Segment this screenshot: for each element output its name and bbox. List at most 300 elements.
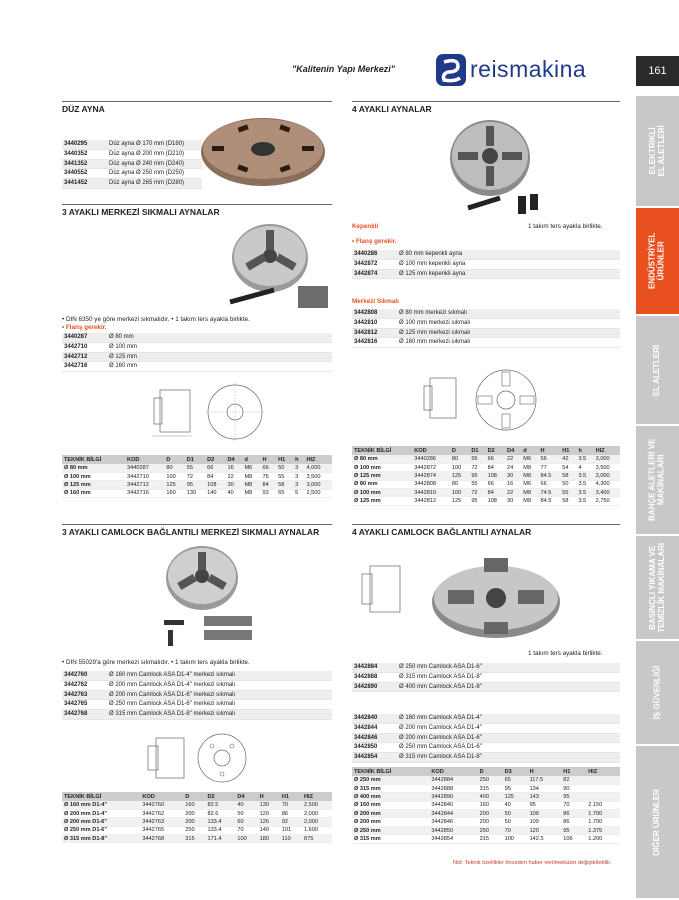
table-header-row — [62, 455, 332, 464]
column-header: D2 — [486, 446, 505, 455]
product-row — [352, 724, 620, 734]
table-cell: 160 — [478, 801, 503, 809]
table-cell: 100 — [503, 835, 528, 843]
camlock3-drawing — [140, 730, 270, 786]
product-row — [352, 338, 620, 348]
section-title: 3 AYAKLI CAMLOCK BAĞLANTILI MERKEZİ SIKMALI AYNALAR — [62, 524, 332, 538]
table-row — [62, 809, 332, 817]
product-row — [62, 333, 332, 343]
sidebar-tab-label: ELEKTRİKLİ EL ALETLERİ — [647, 125, 666, 177]
table-cell: 117.5 — [528, 776, 562, 784]
product-code: 3442812 — [354, 329, 378, 336]
table-cell: Ø 250 mm — [352, 826, 429, 834]
product-description: Ø 80 mm kepenkli ayna — [399, 251, 463, 257]
product-description: Ø 315 mm Camlock ASA D1-8" — [399, 673, 482, 680]
table-cell: 2.150 — [586, 801, 620, 809]
product-row — [62, 343, 332, 353]
product-row — [62, 671, 332, 681]
product-description: Ø 160 mm Camlock ASA D1-4" — [399, 715, 482, 721]
table-cell: M6 — [521, 480, 538, 488]
column-header: d — [521, 446, 538, 455]
category-sidebar — [636, 96, 679, 900]
table-cell: 75 — [260, 472, 276, 480]
table-cell: 125 — [164, 481, 184, 489]
table-cell: 55 — [560, 489, 576, 497]
column-header: H1 — [560, 446, 576, 455]
table-cell: 3,500 — [304, 472, 332, 480]
table-cell: 108 — [486, 497, 505, 505]
column-header: D3 — [503, 767, 528, 776]
table-cell: 100 — [450, 463, 469, 471]
product-code: 3440295 — [64, 141, 88, 147]
table-cell: Ø 315 mm — [352, 784, 429, 792]
column-header: h — [576, 446, 593, 455]
table-row — [352, 793, 620, 801]
table-cell: Ø 80 mm — [62, 464, 125, 472]
table-cell: Ø 125 mm — [352, 497, 412, 505]
sidebar-tab-4[interactable] — [636, 426, 679, 536]
table-cell: 130 — [258, 801, 280, 809]
table-cell: 66 — [205, 464, 225, 472]
column-header: TEKNİK BİLGİ — [62, 455, 125, 464]
table-cell: Ø 200 mm — [352, 810, 429, 818]
product-description: Ø 250 mm Camlock ASA D1-6" merkezi sıkmalı — [109, 701, 236, 708]
table-cell: 80 — [450, 480, 469, 488]
flans-note: • Flanş gerekir. — [352, 238, 397, 245]
sidebar-tab-5[interactable] — [636, 536, 679, 641]
table-cell: 92 — [280, 818, 302, 826]
table-cell: 50 — [503, 810, 528, 818]
product-code: 3442760 — [64, 672, 88, 678]
column-header: TEKNİK BİLGİ — [352, 446, 412, 455]
table-cell: Ø 315 mm — [352, 835, 429, 843]
product-row — [352, 309, 620, 319]
table-cell: 66 — [486, 455, 505, 463]
table-cell: 82.6 — [205, 809, 235, 817]
sidebar-tab-7[interactable] — [636, 746, 679, 900]
product-row — [62, 179, 202, 189]
product-code: 3442808 — [354, 310, 378, 316]
takim-note: 1 takım ters ayakla birlikte. — [528, 223, 603, 230]
table-cell: 3,500 — [594, 463, 620, 471]
table-cell: 95 — [561, 826, 586, 834]
table-cell: Ø 160 mm — [62, 489, 125, 497]
product-row — [352, 329, 620, 339]
table-cell: Ø 80 mm — [352, 455, 412, 463]
column-header: D1 — [469, 446, 485, 455]
kepenkli-label: Kepenkli — [352, 223, 379, 230]
column-header: D — [164, 455, 184, 464]
column-header: TEKNİK BİLGİ — [352, 767, 429, 776]
table-cell: 875 — [302, 835, 332, 843]
four-jaw-chuck-image — [440, 112, 550, 224]
table-cell — [586, 776, 620, 784]
product-row — [352, 319, 620, 329]
table-cell: 55 — [276, 472, 293, 480]
column-header: D2 — [205, 792, 235, 801]
table-row — [352, 801, 620, 809]
section-title: DÜZ AYNA — [62, 101, 332, 115]
table-cell: 3442768 — [140, 835, 183, 843]
product-code: 3442765 — [64, 701, 88, 708]
table-cell: 82.5 — [205, 801, 235, 809]
column-header: HIZ — [586, 767, 620, 776]
product-row — [352, 743, 620, 753]
table-cell: Ø 125 mm — [62, 481, 125, 489]
table-cell: 22 — [505, 455, 521, 463]
table-cell: 100 — [164, 472, 184, 480]
table-row — [352, 497, 620, 505]
table-row — [352, 455, 620, 463]
column-header: d — [242, 455, 260, 464]
din-note: • DIN 55029'a göre merkezi sıkmalıdır. • 1 takım ters ayakla birlikte. — [62, 659, 250, 666]
product-description: Ø 200 mm Camlock ASA D1-4" merkezi sıkmalı — [109, 681, 236, 688]
table-cell: 84 — [486, 463, 505, 471]
table-cell: 93 — [260, 489, 276, 497]
table-cell: 160 — [183, 801, 205, 809]
table-cell: 400 — [478, 793, 503, 801]
table-cell: 100 — [235, 835, 257, 843]
product-row — [62, 700, 332, 710]
table-row — [62, 835, 332, 843]
table-row — [62, 464, 332, 472]
din-note: • DIN 6350 ye göre merkezi sıkmalıdır. • 1 takım ters ayakla birlikte. — [62, 316, 250, 323]
product-row — [62, 353, 332, 363]
table-cell: M8 — [242, 472, 260, 480]
table-cell: 70 — [503, 826, 528, 834]
column-header: H — [258, 792, 280, 801]
table-cell — [586, 784, 620, 792]
table-cell: 4,000 — [304, 464, 332, 472]
table-cell: Ø 200 mm — [352, 818, 429, 826]
table-cell: 95 — [185, 481, 205, 489]
table-cell: 1,600 — [302, 826, 332, 834]
camlock4-list-a — [352, 663, 620, 692]
table-cell: 133.4 — [205, 826, 235, 834]
camlock3-section — [62, 524, 332, 538]
product-description: Ø 160 mm merkezi sıkmalı — [399, 339, 471, 346]
table-cell: 65 — [276, 489, 293, 497]
table-cell: 250 — [478, 776, 503, 784]
product-description: Ø 315 mm Camlock ASA D1-8" merkezi sıkmalı — [109, 711, 236, 718]
sidebar-tab-label: ENDÜSTRİYEL ÜRÜNLER — [647, 232, 666, 290]
table-cell: 66 — [260, 464, 276, 472]
table-cell: 58 — [560, 497, 576, 505]
table-cell: 134 — [528, 784, 562, 792]
column-header: H — [260, 455, 276, 464]
table-cell: Ø 125 mm — [352, 472, 412, 480]
table-cell: 3442844 — [429, 810, 477, 818]
table-cell: 3442716 — [125, 489, 164, 497]
table-cell: 3442850 — [429, 826, 477, 834]
table-cell: 66 — [486, 480, 505, 488]
sidebar-tab-1[interactable] — [636, 96, 679, 208]
table-cell: 3442810 — [412, 489, 450, 497]
column-header: HIZ — [594, 446, 620, 455]
product-row — [352, 714, 620, 724]
column-header: HIZ — [302, 792, 332, 801]
table-cell: 30 — [505, 497, 521, 505]
table-cell: 42 — [560, 455, 576, 463]
table-row — [352, 810, 620, 818]
table-cell: 84.5 — [538, 472, 560, 480]
table-cell: 108 — [486, 472, 505, 480]
table-header-row — [62, 792, 332, 801]
product-code: 3442716 — [64, 363, 88, 370]
table-cell: 3 — [293, 481, 304, 489]
duz-ayna-list — [62, 140, 202, 189]
table-cell: 125 — [450, 472, 469, 480]
product-code: 3442763 — [64, 691, 88, 698]
table-cell: 109 — [528, 810, 562, 818]
product-description: Düz ayna Ø 250 mm (D250) — [109, 170, 185, 177]
camlock3-spec-table — [62, 792, 332, 843]
table-cell: Ø 100 mm — [62, 472, 125, 480]
camlock3-list — [62, 671, 332, 720]
product-description: Ø 100 mm kepenkli ayna — [399, 260, 466, 267]
column-header: H — [528, 767, 562, 776]
column-header: D4 — [235, 792, 257, 801]
table-cell: 315 — [183, 835, 205, 843]
table-cell: 3442854 — [429, 835, 477, 843]
table-cell: 30 — [225, 481, 242, 489]
product-row — [352, 753, 620, 763]
table-cell: Ø 250 mm D1-6" — [62, 826, 140, 834]
product-code: 3442854 — [354, 754, 378, 761]
table-header-row — [352, 767, 620, 776]
table-cell: 86 — [561, 818, 586, 826]
table-cell: 3440286 — [412, 455, 450, 463]
camlock4-list-b — [352, 714, 620, 763]
product-description: Ø 125 mm kepenkli ayna — [399, 270, 466, 277]
product-row — [352, 683, 620, 693]
column-header: D4 — [225, 455, 242, 464]
table-cell: M8 — [521, 472, 538, 480]
table-cell: 55 — [469, 455, 485, 463]
table-cell: 86 — [561, 810, 586, 818]
table-cell: M8 — [521, 497, 538, 505]
table-cell: 3442884 — [429, 776, 477, 784]
product-description: Ø 400 mm Camlock ASA D1-8" — [399, 683, 482, 690]
table-cell: 16 — [225, 464, 242, 472]
product-description: Ø 80 mm — [109, 334, 134, 340]
column-header: D2 — [205, 455, 225, 464]
product-row — [62, 681, 332, 691]
column-header: D1 — [185, 455, 205, 464]
table-cell: 315 — [478, 784, 503, 792]
section-title: 4 AYAKLI CAMLOCK BAĞLANTILI AYNALAR — [352, 524, 620, 538]
table-cell: 106 — [561, 835, 586, 843]
product-row — [352, 663, 620, 673]
table-cell: 40 — [235, 801, 257, 809]
sidebar-tab-3[interactable] — [636, 316, 679, 426]
table-cell: 3442710 — [125, 472, 164, 480]
table-cell: 84 — [205, 472, 225, 480]
product-row — [352, 673, 620, 683]
table-cell: 72 — [469, 489, 485, 497]
table-cell: 55 — [469, 480, 485, 488]
product-description: Ø 200 mm Camlock ASA D1-6" — [399, 734, 482, 741]
table-cell: Ø 250 mm — [352, 776, 429, 784]
takim-note: 1 takım ters ayakla birlikte. — [528, 650, 603, 657]
footnote: Not: Teknik özellikler önceden haber verilmeksizin değiştirilebilir. — [453, 860, 612, 866]
product-code: 3442890 — [354, 683, 378, 690]
table-cell: 160 — [164, 489, 184, 497]
uc-ayakli-spec-table — [62, 455, 332, 498]
table-row — [62, 801, 332, 809]
column-header: D — [450, 446, 469, 455]
kepenkli-list — [352, 250, 620, 279]
table-cell: 108 — [205, 481, 225, 489]
sidebar-tab-label: EL ALETLERİ — [652, 344, 662, 396]
column-header: HIZ — [304, 455, 332, 464]
product-code: 3442810 — [354, 319, 378, 326]
table-cell: 82 — [561, 776, 586, 784]
table-cell: 50 — [276, 464, 293, 472]
table-cell: 3442888 — [429, 784, 477, 792]
table-cell: 2,000 — [302, 809, 332, 817]
table-cell: 171.4 — [205, 835, 235, 843]
table-cell: Ø 200 mm D1-4" — [62, 809, 140, 817]
table-cell: 200 — [183, 818, 205, 826]
table-cell: 60 — [235, 818, 257, 826]
product-description: Ø 160 mm Camlock ASA D1-4" merkezi sıkmalı — [109, 672, 236, 678]
product-code: 3442850 — [354, 744, 378, 751]
column-header: H — [538, 446, 560, 455]
four-jaw-drawing — [420, 360, 550, 440]
table-cell: 3.5 — [576, 489, 593, 497]
brand-suffix: makina — [509, 56, 587, 82]
product-description: Ø 250 mm Camlock ASA D1-6" — [399, 744, 482, 751]
table-cell: 65 — [503, 776, 528, 784]
product-row — [62, 691, 332, 701]
product-description: Ø 250 mm Camlock ASA D1-6" — [399, 664, 482, 670]
table-row — [352, 776, 620, 784]
column-header: H1 — [276, 455, 293, 464]
product-description: Ø 200 mm Camlock ASA D1-6" merkezi sıkmalı — [109, 691, 236, 698]
table-cell: 3442763 — [140, 818, 183, 826]
sidebar-tab-6[interactable] — [636, 641, 679, 746]
merkezi-label: Merkezi Sıkmalı — [352, 298, 399, 305]
table-cell: 56 — [538, 455, 560, 463]
sidebar-tab-2[interactable] — [636, 208, 679, 316]
product-description: Düz ayna Ø 265 mm (D280) — [109, 180, 185, 187]
table-cell: 2,500 — [304, 489, 332, 497]
table-cell: 109 — [528, 818, 562, 826]
table-cell: 126 — [258, 818, 280, 826]
product-row — [62, 160, 202, 170]
table-cell: 58 — [560, 472, 576, 480]
table-cell: 3,000 — [304, 481, 332, 489]
table-cell: 2,500 — [302, 801, 332, 809]
table-cell: 3442874 — [412, 472, 450, 480]
table-cell: 100 — [450, 489, 469, 497]
camlock3-chuck-image — [158, 540, 270, 648]
table-cell: 3442872 — [412, 463, 450, 471]
table-cell: 66 — [538, 480, 560, 488]
table-cell: Ø 160 mm — [352, 801, 429, 809]
table-row — [352, 463, 620, 471]
table-cell: Ø 100 mm — [352, 463, 412, 471]
slogan: "Kalitenin Yapı Merkezi" — [292, 64, 396, 74]
table-cell: 24 — [505, 463, 521, 471]
page-number: 161 — [636, 56, 679, 86]
table-row — [62, 818, 332, 826]
table-cell: 74.5 — [538, 489, 560, 497]
table-cell: 72 — [185, 472, 205, 480]
column-header: H1 — [280, 792, 302, 801]
table-cell: 50 — [560, 480, 576, 488]
product-code: 3441352 — [64, 160, 88, 167]
table-cell: 3 — [293, 472, 304, 480]
table-cell: M8 — [242, 481, 260, 489]
table-cell: 50 — [503, 818, 528, 826]
product-description: Ø 160 mm — [109, 363, 138, 370]
page-header — [0, 0, 636, 95]
product-code: 3442844 — [354, 724, 378, 731]
table-cell: 3.5 — [576, 497, 593, 505]
table-cell: 3442846 — [429, 818, 477, 826]
uc-ayakli-section — [62, 204, 332, 218]
table-cell: 30 — [505, 472, 521, 480]
table-cell: 54 — [560, 463, 576, 471]
table-cell: 3.5 — [576, 472, 593, 480]
table-cell: 80 — [164, 464, 184, 472]
product-description: Ø 125 mm merkezi sıkmalı — [399, 329, 471, 336]
table-cell: Ø 100 mm — [352, 489, 412, 497]
table-cell: 72 — [469, 463, 485, 471]
three-jaw-chuck-image — [224, 218, 332, 314]
table-cell: 4 — [576, 463, 593, 471]
table-cell: M8 — [521, 463, 538, 471]
table-cell: 5 — [293, 489, 304, 497]
table-cell: 125 — [503, 793, 528, 801]
column-header: KOD — [140, 792, 183, 801]
column-header: H1 — [561, 767, 586, 776]
table-row — [352, 784, 620, 792]
camlock4-chuck-image — [356, 540, 620, 646]
product-code: 3442762 — [64, 681, 88, 688]
product-code: 3440552 — [64, 170, 88, 177]
table-cell: 110 — [280, 835, 302, 843]
merkezi-list — [352, 309, 620, 348]
table-cell: 58 — [276, 481, 293, 489]
product-description: Düz ayna Ø 170 mm (D180) — [109, 141, 185, 147]
table-cell: 86 — [280, 809, 302, 817]
table-cell: 84 — [486, 489, 505, 497]
table-cell: 70 — [280, 801, 302, 809]
table-cell: 3440287 — [125, 464, 164, 472]
product-row — [62, 362, 332, 372]
table-cell: 250 — [183, 826, 205, 834]
table-cell: 3 — [293, 464, 304, 472]
product-description: Ø 125 mm — [109, 353, 138, 360]
product-code: 3442768 — [64, 711, 88, 718]
table-cell: Ø 80 mm — [352, 480, 412, 488]
uc-ayakli-list — [62, 333, 332, 372]
table-cell: 95 — [528, 801, 562, 809]
table-cell: 125 — [450, 497, 469, 505]
sidebar-tab-label: İŞ GÜVENLİĞİ — [652, 665, 662, 720]
table-cell: 3442840 — [429, 801, 477, 809]
table-row — [352, 818, 620, 826]
column-header: D — [183, 792, 205, 801]
table-cell: 55 — [185, 464, 205, 472]
product-code: 3442710 — [64, 343, 88, 350]
product-code: 3442888 — [354, 673, 378, 680]
table-cell: 70 — [235, 826, 257, 834]
product-code: 3440352 — [64, 150, 88, 157]
